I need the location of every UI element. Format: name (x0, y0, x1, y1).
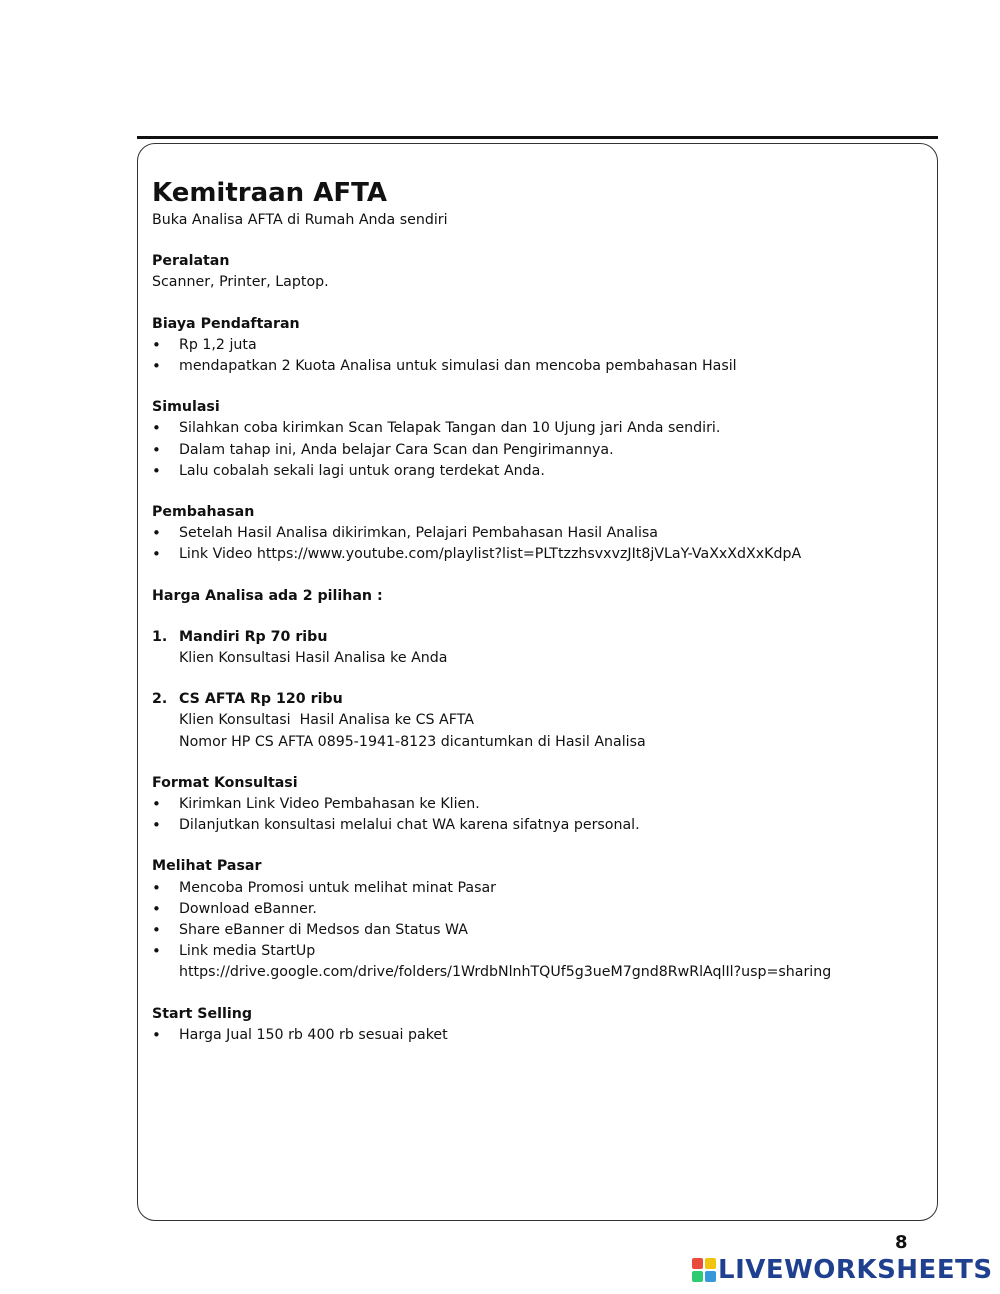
section-biaya (152, 314, 922, 378)
section-pasar (152, 856, 922, 983)
page-number: 8 (895, 1232, 908, 1253)
startup-link: https://drive.google.com/drive/folders/1WrdbNlnhTQUf5g3ueM7gnd8RwRlAqlIl?usp=sharing (179, 964, 832, 981)
list-item: • Link Video https://www.youtube.com/playlist?list=PLTtzzhsvxvzJIt8jVLaY-VaXxXdXxKdpA (152, 544, 922, 565)
section-title: Harga Analisa ada 2 pilihan : (152, 587, 383, 604)
option-mandiri (152, 627, 922, 669)
list-item: • Mencoba Promosi untuk melihat minat Pasar (152, 878, 922, 899)
list-item: • Lalu cobalah sekali lagi untuk orang terdekat Anda. (152, 461, 922, 482)
section-title: Pembahasan (152, 504, 255, 521)
list-item: • Download eBanner. (152, 899, 922, 920)
list-item: • Harga Jual 150 rb 400 rb sesuai paket (152, 1025, 922, 1046)
section-title: Biaya Pendaftaran (152, 315, 300, 332)
list-item: • Dilanjutkan konsultasi melalui chat WA karena sifatnya personal. (152, 815, 922, 836)
list-item: • mendapatkan 2 Kuota Analisa untuk simulasi dan mencoba pembahasan Hasil (152, 356, 922, 377)
section-title: Start Selling (152, 1005, 252, 1022)
option-title: CS AFTA Rp 120 ribu (179, 691, 343, 708)
option-cs-afta (152, 689, 922, 753)
list-item: • Kirimkan Link Video Pembahasan ke Klien. (152, 794, 922, 815)
list-item: • Silahkan coba kirimkan Scan Telapak Tangan dan 10 Ujung jari Anda sendiri. (152, 418, 922, 439)
section-title: Simulasi (152, 399, 220, 416)
option-line: Nomor HP CS AFTA 0895-1941-8123 dicantumkan di Hasil Analisa (179, 733, 646, 750)
section-text: Scanner, Printer, Laptop. (152, 274, 329, 291)
top-rule (137, 136, 938, 139)
page-title: Kemitraan AFTA (152, 178, 387, 208)
list-item: • Dalam tahap ini, Anda belajar Cara Scan dan Pengirimannya. (152, 440, 922, 461)
worksheet-content (152, 176, 922, 1066)
section-title: Format Konsultasi (152, 774, 298, 791)
option-number: 2. (152, 691, 168, 708)
list-item: • Rp 1,2 juta (152, 335, 922, 356)
section-title: Peralatan (152, 253, 230, 270)
section-selling (152, 1004, 922, 1046)
list-item: • Link media StartUp (152, 941, 922, 962)
option-line: Klien Konsultasi Hasil Analisa ke CS AFTA (179, 712, 474, 729)
section-harga (152, 586, 922, 607)
option-number: 1. (152, 628, 168, 645)
section-peralatan (152, 251, 922, 293)
section-title: Melihat Pasar (152, 858, 262, 875)
liveworksheets-logo-icon (692, 1258, 716, 1282)
liveworksheets-brand[interactable] (692, 1255, 993, 1285)
option-title: Mandiri Rp 70 ribu (179, 628, 328, 645)
section-simulasi (152, 397, 922, 482)
option-line: Klien Konsultasi Hasil Analisa ke Anda (179, 650, 448, 667)
section-format (152, 773, 922, 837)
list-item: • Share eBanner di Medsos dan Status WA (152, 920, 922, 941)
section-pembahasan (152, 502, 922, 566)
list-item: • Setelah Hasil Analisa dikirimkan, Pelajari Pembahasan Hasil Analisa (152, 523, 922, 544)
brand-text: LIVEWORKSHEETS (718, 1255, 993, 1285)
page-subtitle: Buka Analisa AFTA di Rumah Anda sendiri (152, 212, 448, 228)
